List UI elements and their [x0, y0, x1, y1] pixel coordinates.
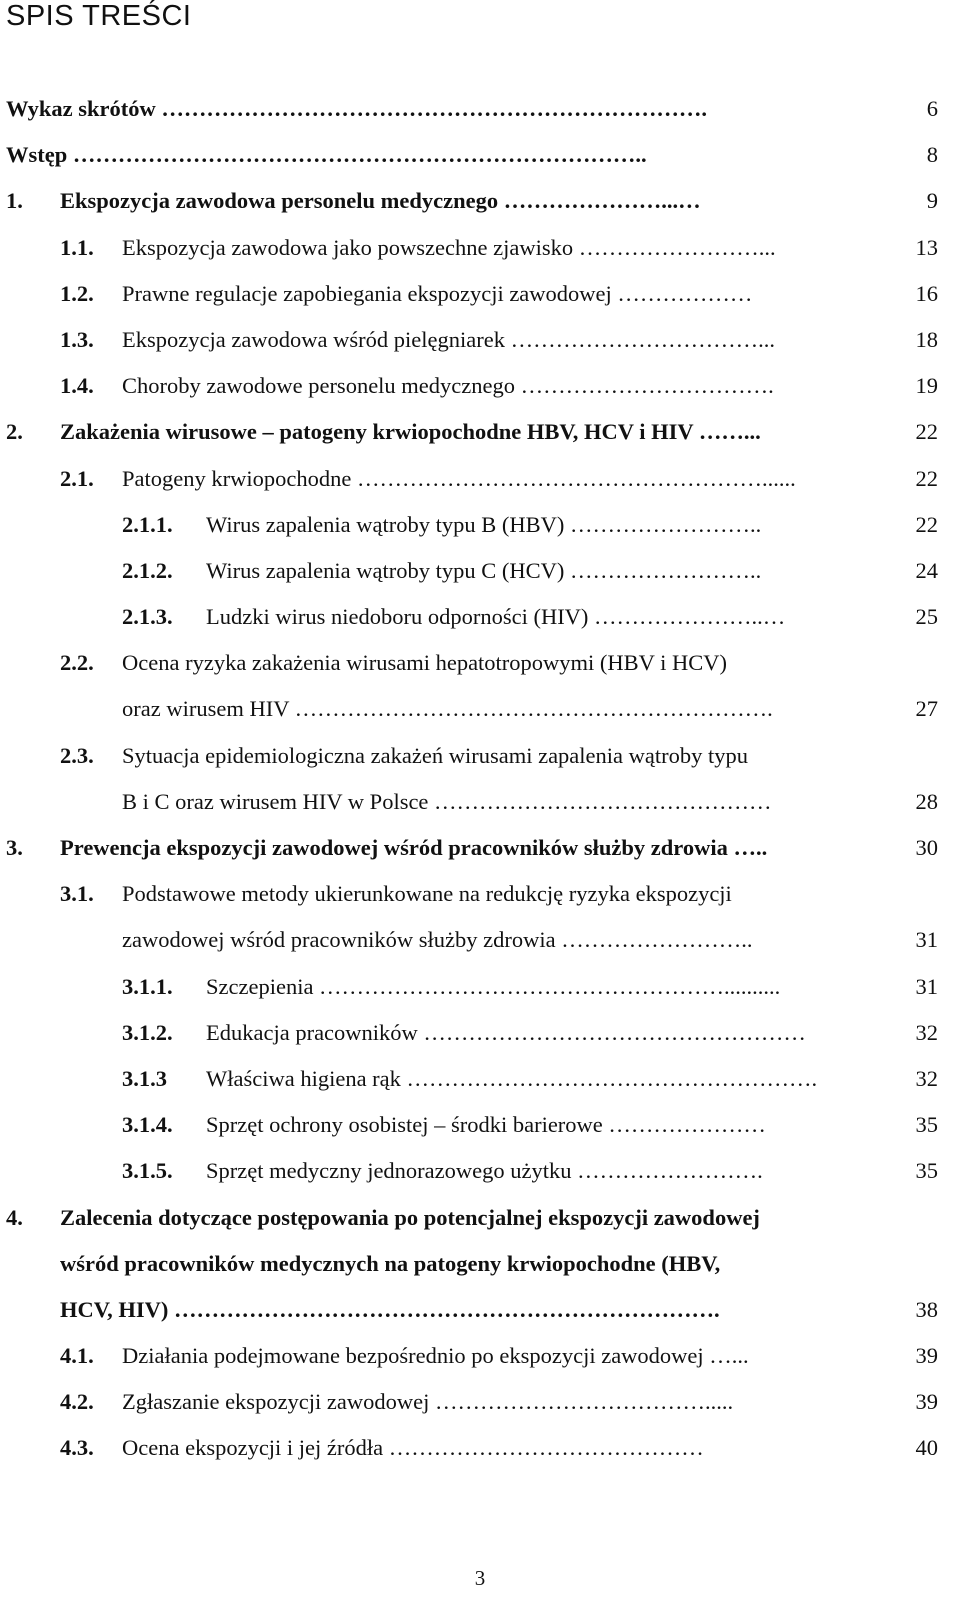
- toc-entry-number: 3.1.2.: [122, 1019, 173, 1045]
- toc-entry-title: Właściwa higiena rąk ……………………………………………….: [206, 1065, 818, 1091]
- toc-entry-title: Ekspozycja zawodowa jako powszechne zjawisko ……………………...: [122, 234, 776, 260]
- toc-entry[interactable]: [0, 363, 960, 409]
- toc-entry-title: oraz wirusem HIV ……………………………………………………….: [122, 696, 773, 722]
- toc-entry[interactable]: [0, 1056, 960, 1102]
- toc-entry-title: Wstęp …………………………………………………………………..: [6, 142, 647, 168]
- toc-entry[interactable]: [0, 409, 960, 455]
- toc-entry[interactable]: [0, 1241, 960, 1287]
- toc-entry-number: 2.: [6, 419, 23, 445]
- toc-entry[interactable]: [0, 1102, 960, 1148]
- toc-entry-number: 3.1.3: [122, 1065, 167, 1091]
- toc-entry-number: 3.1.1.: [122, 973, 173, 999]
- toc-entry[interactable]: [0, 271, 960, 317]
- toc-entry-title: Zakażenia wirusowe – patogeny krwiopochodne HBV, HCV i HIV ……...: [60, 419, 761, 445]
- toc-entry[interactable]: [0, 1195, 960, 1241]
- toc-entry-page: 22: [915, 419, 938, 445]
- toc-entry-number: 2.2.: [60, 650, 94, 676]
- toc-entry-page: 27: [915, 696, 938, 722]
- toc-entry[interactable]: [0, 871, 960, 917]
- toc-entry-page: 35: [915, 1158, 938, 1184]
- toc-entry-number: 1.: [6, 188, 23, 214]
- toc-entry-number: 2.1.3.: [122, 604, 173, 630]
- toc-entry-page: 19: [915, 373, 938, 399]
- toc-entry[interactable]: [0, 1148, 960, 1194]
- toc-entry-number: 2.1.1.: [122, 511, 173, 537]
- toc-entry-number: 1.2.: [60, 280, 94, 306]
- toc-entry-page: 8: [926, 142, 938, 168]
- toc-entry-page: 16: [915, 280, 938, 306]
- toc-entry-title: Prawne regulacje zapobiegania ekspozycji zawodowej ………………: [122, 280, 753, 306]
- toc-entry[interactable]: [0, 779, 960, 825]
- toc-entry-number: 4.3.: [60, 1435, 94, 1461]
- toc-entry-number: 1.3.: [60, 326, 94, 352]
- toc-entry[interactable]: [0, 86, 960, 132]
- toc-entry-title: Szczepienia ………………………………………………..........: [206, 973, 781, 999]
- toc-entry-title: Ludzki wirus niedoboru odporności (HIV) …………………..…: [206, 604, 786, 630]
- toc-entry[interactable]: [0, 964, 960, 1010]
- page-title: SPIS TREŚCI: [6, 0, 192, 32]
- toc-entry-title: B i C oraz wirusem HIV w Polsce ………………………………………: [122, 788, 772, 814]
- toc-entry[interactable]: [0, 225, 960, 271]
- toc-entry[interactable]: [0, 456, 960, 502]
- toc-entry-page: 25: [915, 604, 938, 630]
- toc-entry-title: HCV, HIV) ……………………………………………………………….: [60, 1296, 720, 1322]
- toc-entry-title: Edukacja pracowników ……………………………………………: [206, 1019, 806, 1045]
- toc-entry-number: 4.2.: [60, 1389, 94, 1415]
- toc-entry[interactable]: [0, 825, 960, 871]
- toc-entry-page: 39: [915, 1389, 938, 1415]
- toc-entry[interactable]: [0, 733, 960, 779]
- toc-entry-page: 28: [915, 788, 938, 814]
- toc-entry-title: Wirus zapalenia wątroby typu B (HBV) ……………………..: [206, 511, 762, 537]
- toc-entry-number: 3.1.5.: [122, 1158, 173, 1184]
- toc-entry-number: 1.4.: [60, 373, 94, 399]
- toc-entry-page: 40: [915, 1435, 938, 1461]
- toc-entry[interactable]: [0, 594, 960, 640]
- toc-entry-title: Ekspozycja zawodowa personelu medycznego …………………...…: [60, 188, 701, 214]
- toc-entry-title: Prewencja ekspozycji zawodowej wśród pracowników służby zdrowia …..: [60, 835, 768, 860]
- toc-entry[interactable]: [0, 1333, 960, 1379]
- toc-entry[interactable]: [0, 1425, 960, 1471]
- toc-entry-title: zawodowej wśród pracowników służby zdrowia ……………………..: [122, 927, 753, 953]
- toc-entry-page: 22: [915, 465, 938, 491]
- toc-entry-number: 3.1.: [60, 881, 94, 907]
- toc-entry-page: 30: [915, 835, 938, 860]
- toc-entry-title: Wirus zapalenia wątroby typu C (HCV) ……………………..: [206, 557, 762, 583]
- toc-entry-page: 18: [915, 326, 938, 352]
- toc-entry-title: Patogeny krwiopochodne ………………………………………………......: [122, 465, 796, 491]
- toc-entry[interactable]: [0, 548, 960, 594]
- toc-entry[interactable]: [0, 1379, 960, 1425]
- toc-entry-page: 9: [926, 188, 938, 214]
- toc-entry-title: Choroby zawodowe personelu medycznego …………………………….: [122, 373, 774, 399]
- toc-entry-title: Ocena ekspozycji i jej źródła ……………………………………: [122, 1435, 704, 1461]
- page-number: 3: [474, 1566, 486, 1590]
- toc-entry-number: 3.: [6, 835, 23, 860]
- toc-entry-title: Ocena ryzyka zakażenia wirusami hepatotropowymi (HBV i HCV): [122, 650, 728, 676]
- toc-entry[interactable]: [0, 502, 960, 548]
- toc-entry-page: 32: [915, 1065, 938, 1091]
- toc-entry-page: 32: [915, 1019, 938, 1045]
- toc-entry-page: 39: [915, 1343, 938, 1369]
- toc-entry-title: Działania podejmowane bezpośrednio po ekspozycji zawodowej …...: [122, 1343, 749, 1369]
- toc-entry[interactable]: [0, 1287, 960, 1333]
- toc-entry-page: 6: [926, 96, 938, 121]
- toc-entry-title: Zalecenia dotyczące postępowania po potencjalnej ekspozycji zawodowej: [60, 1204, 760, 1230]
- toc-entry-number: 4.1.: [60, 1343, 94, 1369]
- toc-entry[interactable]: [0, 640, 960, 686]
- toc-entry[interactable]: [0, 917, 960, 963]
- toc-entry-title: wśród pracowników medycznych na patogeny krwiopochodne (HBV,: [60, 1250, 721, 1276]
- toc-entry[interactable]: [0, 686, 960, 732]
- toc-entry-title: Sytuacja epidemiologiczna zakażeń wirusami zapalenia wątroby typu: [122, 742, 749, 768]
- toc-entry-title: Podstawowe metody ukierunkowane na redukcję ryzyka ekspozycji: [122, 881, 732, 907]
- toc-entry-title: Sprzęt ochrony osobistej – środki barierowe …………………: [206, 1112, 766, 1138]
- toc-entry[interactable]: [0, 132, 960, 178]
- toc-entry-page: 24: [915, 557, 938, 583]
- toc-entry-page: 31: [915, 973, 938, 999]
- toc-entry-number: 2.3.: [60, 742, 94, 768]
- toc-entry-number: 2.1.2.: [122, 557, 173, 583]
- toc-entry[interactable]: [0, 1010, 960, 1056]
- toc-entry-number: 4.: [6, 1204, 23, 1230]
- toc-entry-title: Wykaz skrótów ……………………………………………………………….: [6, 96, 708, 121]
- toc-entry-title: Zgłaszanie ekspozycji zawodowej ……………………………….....: [122, 1389, 734, 1415]
- toc-entry-page: 31: [915, 927, 938, 953]
- toc-entry-page: 13: [915, 234, 938, 260]
- toc-entry-title: Sprzęt medyczny jednorazowego użytku …………………….: [206, 1158, 763, 1184]
- toc-entry-number: 2.1.: [60, 465, 94, 491]
- toc-entry-page: 38: [915, 1296, 938, 1322]
- table-of-contents: [0, 86, 960, 1472]
- toc-entry-number: 1.1.: [60, 234, 94, 260]
- toc-entry-number: 3.1.4.: [122, 1112, 173, 1138]
- toc-entry[interactable]: [0, 317, 960, 363]
- toc-entry-page: 35: [915, 1112, 938, 1138]
- toc-entry-title: Ekspozycja zawodowa wśród pielęgniarek ……………………………...: [122, 326, 775, 352]
- toc-entry-page: 22: [915, 511, 938, 537]
- toc-entry[interactable]: [0, 178, 960, 224]
